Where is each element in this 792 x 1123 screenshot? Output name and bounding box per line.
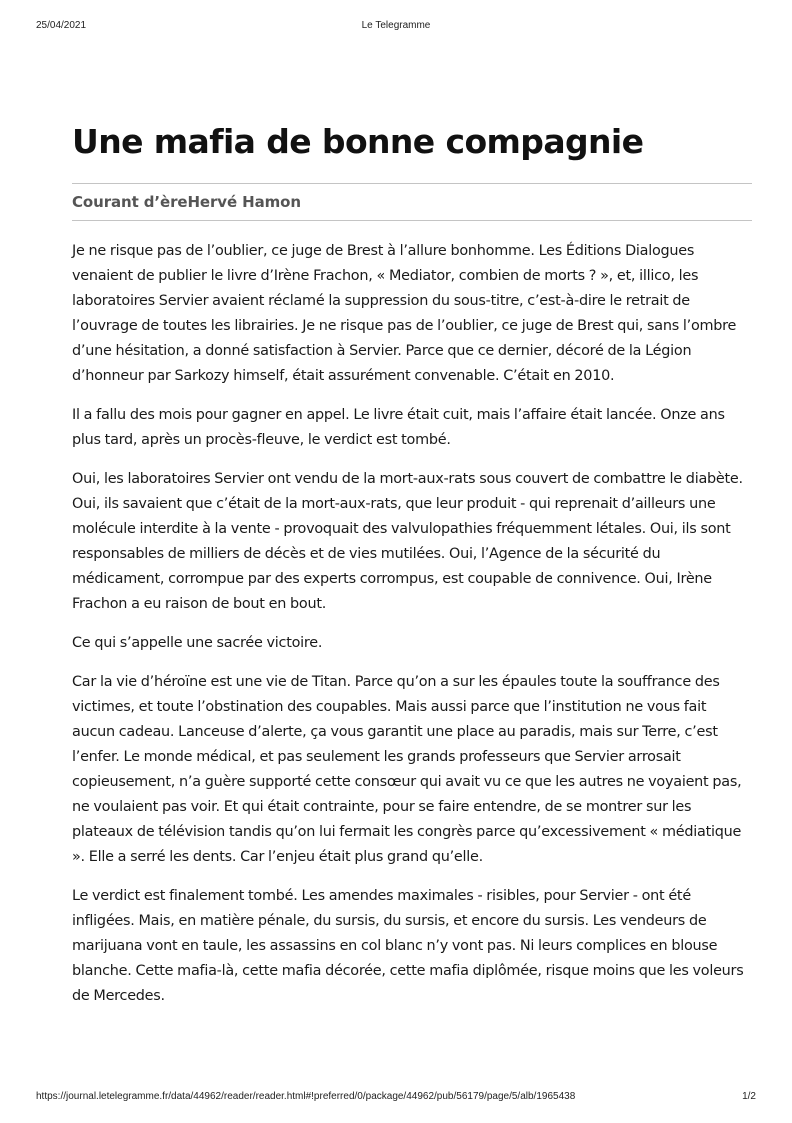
print-date: 25/04/2021: [36, 20, 87, 31]
article-byline: Courant d’èreHervé Hamon: [72, 193, 301, 211]
print-footer: [0, 1091, 792, 1105]
print-url: https://journal.letelegramme.fr/data/44962/reader/reader.html#!preferred/0/package/44962/pub/56179/page/5/alb/1965438: [36, 1091, 576, 1102]
print-site-title: Le Telegramme: [361, 20, 431, 31]
article-title: Une mafia de bonne compagnie: [72, 122, 644, 161]
article-paragraph: Il a fallu des mois pour gagner en appel. Le livre était cuit, mais l’affaire était lancée. Onze ans plus tard, après un procès-fleuve, le verdict est tombé.: [72, 407, 725, 448]
page-number: 1/2: [742, 1091, 756, 1102]
article-paragraph: Car la vie d’héroïne est une vie de Titan. Parce qu’on a sur les épaules toute la souffrance des victimes, et toute l’obstination des coupables. Mais aussi parce que l’institution ne vous fait aucun cadeau. Lanceuse d’alerte, ça vous garantit une place au paradis, mais sur Terre, c’est l’enfer. Le monde médical, et pas seulement les grands professeurs que Servier arrosait copieusement, n’a guère supporté cette consœur qui avait vu ce que les autres ne voyaient pas, ne voulaient pas voir. Et qui était contrainte, pour se faire entendre, de se montrer sur les plateaux de télévision tandis qu’on lui fermait les congrès parce qu’excessivement « médiatique ». Elle a serré les dents. Car l’enjeu était plus grand qu’elle.: [72, 674, 742, 865]
article-paragraph: Oui, les laboratoires Servier ont vendu de la mort-aux-rats sous couvert de combattre le diabète. Oui, ils savaient que c’était de la mort-aux-rats, que leur produit - qui reprenait d’ailleurs une molécule interdite à la vente - provoquait des valvulopathies fréquemment létales. Oui, ils sont responsables de milliers de décès et de vies mutilées. Oui, l’Agence de la sécurité du médicament, corrompue par des experts corrompus, est coupable de connivence. Oui, Irène Frachon a eu raison de bout en bout.: [72, 471, 743, 612]
article-paragraph: Je ne risque pas de l’oublier, ce juge de Brest à l’allure bonhomme. Les Éditions Dialogues venaient de publier le livre d’Irène Frachon, « Mediator, combien de morts ? », et, illico, les laboratoires Servier avaient réclamé la suppression du sous-titre, c’est-à-dire le retrait de l’ouvrage de toutes les librairies. Je ne risque pas de l’oublier, ce juge de Brest qui, sans l’ombre d’une hésitation, a donné satisfaction à Servier. Parce que ce dernier, décoré de la Légion d’honneur par Sarkozy himself, était assurément convenable. C’était en 2010.: [72, 243, 737, 384]
article-paragraph: Le verdict est finalement tombé. Les amendes maximales - risibles, pour Servier - ont été infligées. Mais, en matière pénale, du sursis, du sursis, et encore du sursis. Les vendeurs de marijuana vont en taule, les assassins en col blanc n’y vont pas. Ni leurs complices en blouse blanche. Cette mafia-là, cette mafia décorée, cette mafia diplômée, risque moins que les voleurs de Mercedes.: [72, 888, 744, 1004]
article-paragraph: Ce qui s’appelle une sacrée victoire.: [72, 635, 323, 651]
article: [72, 118, 752, 1023]
article-body: [72, 239, 752, 1009]
byline-bar: [72, 183, 752, 221]
print-header: [0, 20, 792, 34]
